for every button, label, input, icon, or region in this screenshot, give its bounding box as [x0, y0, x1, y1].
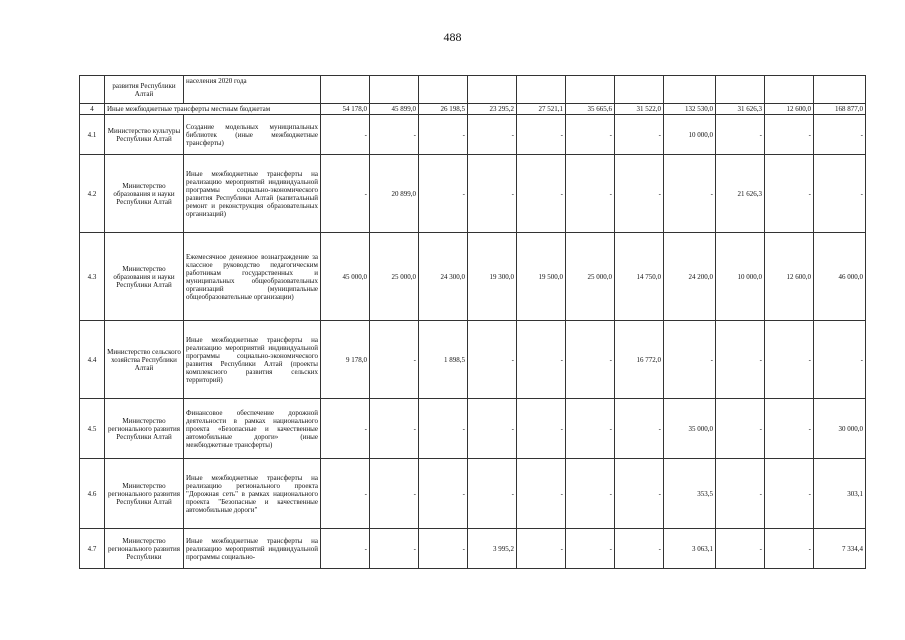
- value-cell: -: [419, 529, 468, 569]
- ministry-cell: Министерство регионального развития Республики: [105, 529, 184, 569]
- value-cell: 353,5: [664, 459, 716, 529]
- ministry-cell: Министерство регионального развития Республики Алтай: [105, 399, 184, 459]
- ministry-cell: развития Республики Алтай: [105, 76, 184, 104]
- value-cell: -: [517, 155, 566, 233]
- value-cell: -: [765, 115, 814, 155]
- ministry-cell: Министерство регионального развития Республики Алтай: [105, 459, 184, 529]
- value-cell: 30 000,0: [814, 399, 866, 459]
- value-cell: [765, 76, 814, 104]
- value-cell: -: [517, 529, 566, 569]
- value-cell: [468, 76, 517, 104]
- description-cell: Иные межбюджетные трансферты на реализацию мероприятий индивидуальной программы социально-: [184, 529, 321, 569]
- value-cell: 25 000,0: [566, 233, 615, 321]
- value-cell: 20 899,0: [370, 155, 419, 233]
- value-cell: 45 000,0: [321, 233, 370, 321]
- value-cell: 21 626,3: [716, 155, 765, 233]
- description-cell: Финансовое обеспечение дорожной деятельности в рамках национального проекта «Безопасные и качественные автомобильные дороги» (иные межбюджетные трансферты): [184, 399, 321, 459]
- budget-table: [79, 75, 866, 569]
- ministry-cell: Министерство образования и науки Республики Алтай: [105, 155, 184, 233]
- value-cell: 14 750,0: [615, 233, 664, 321]
- value-cell: 12 600,0: [765, 233, 814, 321]
- value-cell: -: [321, 399, 370, 459]
- value-cell: -: [716, 529, 765, 569]
- value-cell: 10 000,0: [716, 233, 765, 321]
- value-cell: 27 521,1: [517, 104, 566, 115]
- value-cell: -: [615, 529, 664, 569]
- value-cell: [321, 76, 370, 104]
- value-cell: -: [321, 459, 370, 529]
- page-number: 488: [443, 30, 462, 44]
- value-cell: -: [370, 399, 419, 459]
- value-cell: -: [419, 399, 468, 459]
- value-cell: 46 000,0: [814, 233, 866, 321]
- ministry-cell: Министерство культуры Республики Алтай: [105, 115, 184, 155]
- table-row: [80, 399, 866, 459]
- value-cell: -: [321, 115, 370, 155]
- value-cell: -: [321, 529, 370, 569]
- value-cell: -: [468, 115, 517, 155]
- value-cell: -: [765, 321, 814, 399]
- ministry-cell: Министерство сельского хозяйства Республики Алтай: [105, 321, 184, 399]
- value-cell: 3 995,2: [468, 529, 517, 569]
- value-cell: -: [615, 155, 664, 233]
- row-number: 4.2: [80, 155, 105, 233]
- value-cell: 24 300,0: [419, 233, 468, 321]
- value-cell: 16 772,0: [615, 321, 664, 399]
- description-cell: Создание модельных муниципальных библиотек (иные межбюджетные трансферты): [184, 115, 321, 155]
- value-cell: 31 626,3: [716, 104, 765, 115]
- table-row: [80, 155, 866, 233]
- value-cell: -: [814, 155, 866, 233]
- section-title: Иные межбюджетные трансферты местным бюджетам: [105, 104, 321, 115]
- value-cell: 10 000,0: [664, 115, 716, 155]
- value-cell: -: [615, 399, 664, 459]
- value-cell: -: [765, 459, 814, 529]
- value-cell: -: [615, 459, 664, 529]
- row-number: 4.3: [80, 233, 105, 321]
- value-cell: -: [419, 115, 468, 155]
- budget-table-wrapper: [79, 75, 866, 569]
- value-cell: -: [716, 459, 765, 529]
- value-cell: -: [517, 321, 566, 399]
- value-cell: -: [814, 321, 866, 399]
- value-cell: 35 000,0: [664, 399, 716, 459]
- value-cell: -: [716, 321, 765, 399]
- value-cell: 1 898,5: [419, 321, 468, 399]
- row-number: 4.5: [80, 399, 105, 459]
- value-cell: -: [716, 399, 765, 459]
- value-cell: -: [419, 155, 468, 233]
- value-cell: 19 500,0: [517, 233, 566, 321]
- value-cell: [370, 76, 419, 104]
- table-row: [80, 233, 866, 321]
- value-cell: 132 530,0: [664, 104, 716, 115]
- value-cell: 23 295,2: [468, 104, 517, 115]
- value-cell: -: [664, 321, 716, 399]
- value-cell: -: [664, 155, 716, 233]
- value-cell: -: [468, 399, 517, 459]
- value-cell: 7 334,4: [814, 529, 866, 569]
- table-row: [80, 321, 866, 399]
- value-cell: [664, 76, 716, 104]
- value-cell: -: [468, 155, 517, 233]
- value-cell: 9 178,0: [321, 321, 370, 399]
- description-cell: Ежемесячное денежное вознаграждение за классное руководство педагогическим работникам государственных и муниципальных общеобразовательных организаций (муниципальные общеобразовательные организации): [184, 233, 321, 321]
- table-row: [80, 529, 866, 569]
- row-number: 4.6: [80, 459, 105, 529]
- value-cell: 26 198,5: [419, 104, 468, 115]
- value-cell: 12 600,0: [765, 104, 814, 115]
- row-number: 4.4: [80, 321, 105, 399]
- value-cell: 31 522,0: [615, 104, 664, 115]
- value-cell: -: [765, 399, 814, 459]
- description-cell: Иные межбюджетные трансферты на реализацию мероприятий индивидуальной программы социально-экономического развития Республики Алтай (проекты комплексного развития сельских территорий): [184, 321, 321, 399]
- value-cell: [814, 76, 866, 104]
- ministry-cell: Министерство образования и науки Республики Алтай: [105, 233, 184, 321]
- value-cell: 25 000,0: [370, 233, 419, 321]
- row-number: [80, 76, 105, 104]
- value-cell: -: [370, 321, 419, 399]
- table-row: [80, 459, 866, 529]
- value-cell: -: [814, 115, 866, 155]
- value-cell: [566, 76, 615, 104]
- value-cell: 168 877,0: [814, 104, 866, 115]
- value-cell: 24 200,0: [664, 233, 716, 321]
- value-cell: -: [321, 155, 370, 233]
- value-cell: -: [615, 115, 664, 155]
- value-cell: -: [566, 321, 615, 399]
- value-cell: -: [566, 155, 615, 233]
- value-cell: 303,1: [814, 459, 866, 529]
- row-number: 4.7: [80, 529, 105, 569]
- value-cell: -: [370, 529, 419, 569]
- value-cell: -: [765, 155, 814, 233]
- value-cell: 45 899,0: [370, 104, 419, 115]
- value-cell: -: [566, 459, 615, 529]
- value-cell: 19 300,0: [468, 233, 517, 321]
- value-cell: -: [517, 399, 566, 459]
- value-cell: [419, 76, 468, 104]
- value-cell: -: [468, 459, 517, 529]
- table-row: [80, 115, 866, 155]
- value-cell: -: [517, 115, 566, 155]
- value-cell: -: [566, 399, 615, 459]
- value-cell: -: [765, 529, 814, 569]
- value-cell: 35 665,6: [566, 104, 615, 115]
- value-cell: -: [370, 459, 419, 529]
- value-cell: -: [517, 459, 566, 529]
- value-cell: 3 063,1: [664, 529, 716, 569]
- table-row: [80, 76, 866, 104]
- description-cell: Иные межбюджетные трансферты на реализацию регионального проекта "Дорожная сеть" в рамках национального проекта "Безопасные и качественные автомобильные дороги": [184, 459, 321, 529]
- value-cell: -: [716, 115, 765, 155]
- row-number: 4: [80, 104, 105, 115]
- value-cell: -: [566, 529, 615, 569]
- value-cell: -: [370, 115, 419, 155]
- table-row: [80, 104, 866, 115]
- value-cell: 54 178,0: [321, 104, 370, 115]
- value-cell: -: [468, 321, 517, 399]
- description-cell: Иные межбюджетные трансферты на реализацию мероприятий индивидуальной программы социально-экономического развития Республики Алтай (капитальный ремонт и реконструкция образовательных организаций): [184, 155, 321, 233]
- value-cell: [716, 76, 765, 104]
- value-cell: [615, 76, 664, 104]
- value-cell: -: [419, 459, 468, 529]
- description-cell: населения 2020 года: [184, 76, 321, 104]
- row-number: 4.1: [80, 115, 105, 155]
- value-cell: -: [566, 115, 615, 155]
- value-cell: [517, 76, 566, 104]
